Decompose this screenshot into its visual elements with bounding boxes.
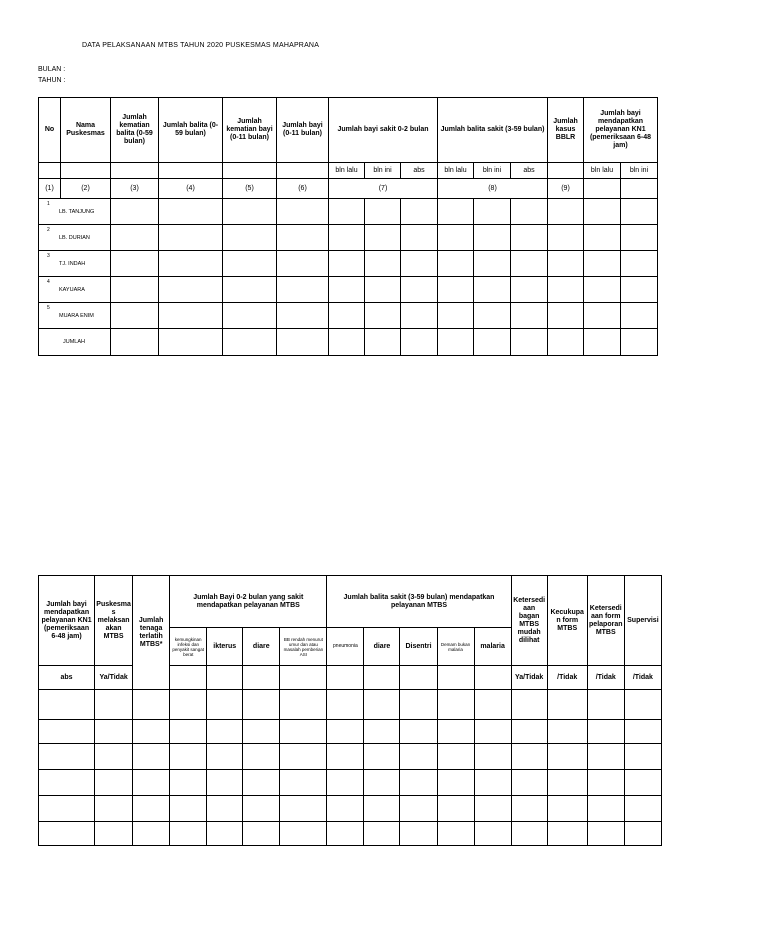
- table-row: [39, 822, 662, 846]
- colnum: (6): [277, 179, 329, 199]
- sub-diare: diare: [243, 628, 280, 666]
- tahun-label: TAHUN :: [38, 77, 66, 84]
- sub-ya-tidak: Ya/Tidak: [511, 666, 547, 690]
- colnum: (4): [159, 179, 223, 199]
- sub-bln-lalu: bln lalu: [584, 163, 621, 179]
- row-number: 1: [47, 201, 50, 207]
- sub-malaria: malaria: [474, 628, 511, 666]
- sub-bb-rendah: BB rendah menurut umur dan atau masalah pemberian ASI: [280, 628, 327, 666]
- hdr-no: No: [39, 98, 61, 163]
- sub-tidak: /Tidak: [624, 666, 661, 690]
- colnum: (2): [61, 179, 111, 199]
- table-row: [39, 225, 658, 251]
- hdr-jumlah-bayi: Jumlah bayi (0-11 bulan): [277, 98, 329, 163]
- colnum: (8): [438, 179, 548, 199]
- puskesmas-name: MUARA ENIM: [59, 312, 94, 319]
- sub-bln-ini: bln ini: [474, 163, 511, 179]
- puskesmas-name: LB. TANJUNG: [59, 208, 95, 215]
- sub-demam: Demam bukan malaria: [437, 628, 474, 666]
- sub-diare: diare: [364, 628, 400, 666]
- sub-tidak: /Tidak: [587, 666, 624, 690]
- hdr-bayi-mtbs: Jumlah Bayi 0-2 bulan yang sakit mendapatkan pelayanan MTBS: [170, 576, 327, 628]
- sub-bln-lalu: bln lalu: [438, 163, 474, 179]
- hdr-jumlah-balita: Jumlah balita (0-59 bulan): [159, 98, 223, 163]
- hdr-kn1: Jumlah bayi mendapatkan pelayanan KN1 (pemeriksaan 6-48 jam): [39, 576, 95, 666]
- sub-abs: abs: [511, 163, 548, 179]
- sub-disentri: Disentri: [400, 628, 437, 666]
- hdr-kematian-balita: Jumlah kematian balita (0-59 bulan): [111, 98, 159, 163]
- hdr-kematian-bayi: Jumlah kematian bayi (0-11 bulan): [223, 98, 277, 163]
- sub-ikterus: ikterus: [207, 628, 243, 666]
- hdr-ketersediaan-bagan: Ketersediaan bagan MTBS mudah dilihat: [511, 576, 547, 666]
- hdr-nama-puskesmas: Nama Puskesmas: [61, 98, 111, 163]
- colnum: (7): [329, 179, 438, 199]
- hdr-puskesmas-melaksanakan: Puskesmas melaksanakan MTBS: [95, 576, 133, 666]
- sub-abs: abs: [401, 163, 438, 179]
- hdr-balita-sakit: Jumlah balita sakit (3-59 bulan): [438, 98, 548, 163]
- table-row: [39, 303, 658, 329]
- hdr-ketersediaan-form: Ketersediaan form pelaporan MTBS: [587, 576, 624, 666]
- hdr-kecukupan-form: Kecukupan form MTBS: [547, 576, 587, 666]
- colnum: (1): [39, 179, 61, 199]
- hdr-supervisi: Supervisi: [624, 576, 661, 666]
- hdr-bblr: Jumlah kasus BBLR: [548, 98, 584, 163]
- sub-infeksi: kemungkinan infeksi dan penyakit sangat berat: [170, 628, 207, 666]
- colnum: (3): [111, 179, 159, 199]
- hdr-bayi-sakit: Jumlah bayi sakit 0-2 bulan: [329, 98, 438, 163]
- sub-tidak: /Tidak: [547, 666, 587, 690]
- sub-ya-tidak: Ya/Tidak: [95, 666, 133, 690]
- hdr-kn1: Jumlah bayi mendapatkan pelayanan KN1 (pemeriksaan 6-48 jam): [584, 98, 658, 163]
- sub-pneumonia: pneumonia: [327, 628, 364, 666]
- jumlah-row: [39, 329, 658, 356]
- sub-bln-ini: bln ini: [621, 163, 658, 179]
- puskesmas-name: LB. DURIAN: [59, 234, 90, 241]
- mtbs-table-2: [38, 575, 662, 846]
- jumlah-label: JUMLAH: [39, 329, 111, 356]
- mtbs-table-1: [38, 97, 658, 356]
- puskesmas-name: TJ. INDAH: [59, 260, 86, 267]
- puskesmas-name: KAYUARA: [59, 286, 85, 293]
- table-row: [39, 277, 658, 303]
- hdr-tenaga-terlatih: Jumlah tenaga terlatih MTBS*: [133, 576, 170, 690]
- table-row: [39, 720, 662, 744]
- colnum: (5): [223, 179, 277, 199]
- row-number: 2: [47, 227, 50, 233]
- colnum: (9): [548, 179, 584, 199]
- table-row: [39, 690, 662, 720]
- sub-bln-lalu: bln lalu: [329, 163, 365, 179]
- hdr-balita-mtbs: Jumlah balita sakit (3-59 bulan) mendapatkan pelayanan MTBS: [327, 576, 511, 628]
- row-number: 5: [47, 305, 50, 311]
- table-row: [39, 251, 658, 277]
- table-row: [39, 770, 662, 796]
- sub-abs: abs: [39, 666, 95, 690]
- table-row: [39, 199, 658, 225]
- row-number: 4: [47, 279, 50, 285]
- row-number: 3: [47, 253, 50, 259]
- table-row: [39, 744, 662, 770]
- page-title: DATA PELAKSANAAN MTBS TAHUN 2020 PUSKESMAS MAHAPRANA: [82, 42, 320, 49]
- bulan-label: BULAN :: [38, 66, 66, 73]
- table-row: [39, 796, 662, 822]
- sub-bln-ini: bln ini: [365, 163, 401, 179]
